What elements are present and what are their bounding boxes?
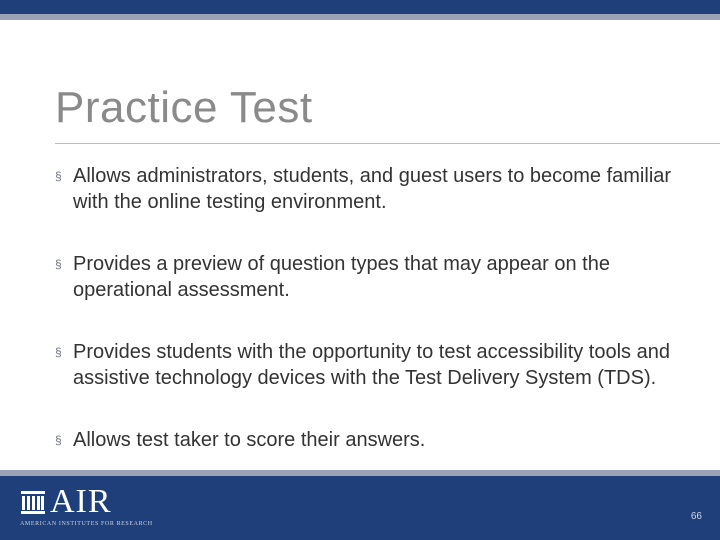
bullet-marker-icon: §: [55, 257, 62, 271]
bullet-item: [55, 251, 705, 303]
bullet-marker-icon: §: [55, 345, 62, 359]
bullet-text: Allows administrators, students, and guest users to become familiar with the online testing environment.: [73, 165, 672, 213]
title-divider: [55, 143, 720, 144]
top-banner: [0, 0, 720, 14]
logo-tagline: AMERICAN INSTITUTES FOR RESEARCH: [20, 521, 153, 527]
bullet-text: Provides students with the opportunity to test accessibility tools and assistive technology devices with the Test Delivery System (TDS).: [73, 341, 670, 389]
bullet-item: [55, 163, 705, 215]
bullet-item: [55, 339, 705, 391]
bullet-text: Allows test taker to score their answers.: [73, 429, 426, 451]
air-building-icon: [20, 489, 46, 515]
air-logo: [20, 483, 153, 531]
page-number: 66: [690, 511, 702, 522]
bullet-item: [55, 427, 705, 453]
bullet-marker-icon: §: [55, 433, 62, 447]
bullet-marker-icon: §: [55, 169, 62, 183]
top-banner-accent: [0, 14, 720, 20]
slide-title: Practice Test: [55, 83, 313, 132]
logo-wordmark: AIR: [50, 483, 112, 520]
bullet-list: [55, 163, 705, 489]
bullet-text: Provides a preview of question types that may appear on the operational assessment.: [73, 253, 610, 301]
